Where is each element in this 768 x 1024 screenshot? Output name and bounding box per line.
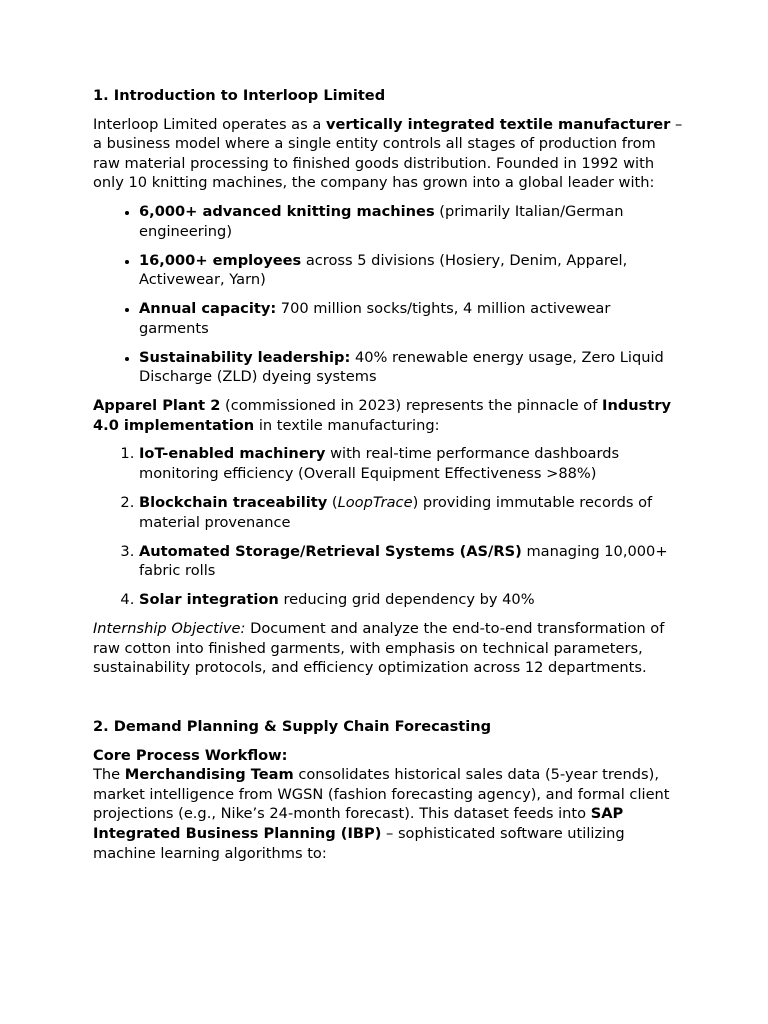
list-item-text: ) providing immutable records of material provenance [139, 494, 653, 531]
highlights-list [93, 202, 683, 387]
list-item-italic: LoopTrace [337, 494, 413, 512]
section-2-subheading [93, 746, 683, 766]
list-item-text: across 5 divisions (Hosiery, Denim, Apparel, Activewear, Yarn) [139, 251, 628, 289]
subheading-text: Core Process Workflow: [93, 746, 288, 764]
objective-text: Document and analyze the end-to-end transformation of raw cotton into finished garments, with emphasis on technical parameters, sustainability protocols, and efficiency optimization across 12 departments. [93, 620, 665, 677]
workflow-bold-2: SAP Integrated Business Planning (IBP) [93, 805, 624, 842]
list-item-text: (primarily Italian/German engineering) [139, 202, 624, 240]
list-item-bold: Solar integration [139, 591, 279, 609]
list-item-bold: Sustainability leadership: [139, 348, 351, 366]
workflow-paragraph [93, 765, 683, 863]
plant-bold-1: Apparel Plant 2 [93, 397, 221, 415]
list-item-bold: Automated Storage/Retrieval Systems (AS/RS) [139, 542, 522, 560]
list-item-text: 700 million socks/tights, 4 million activewear garments [139, 300, 611, 337]
list-item-text: ( [327, 494, 338, 512]
list-item [139, 542, 683, 581]
list-item-text: with real-time performance dashboards monitoring efficiency (Overall Equipment Effectiveness >88%) [139, 445, 620, 483]
list-item [139, 348, 683, 387]
list-item-bold: 6,000+ advanced knitting machines [139, 202, 435, 220]
objective-label: Internship Objective: [93, 620, 246, 638]
plant-features-list [93, 444, 683, 609]
plant-text-1: (commissioned in 2023) represents the pinnacle of [220, 397, 603, 415]
intro-text-1: Interloop Limited operates as a [93, 115, 326, 133]
list-item [139, 590, 683, 610]
workflow-text-1: The [93, 766, 125, 784]
document-content [93, 86, 683, 872]
list-item-bold: 16,000+ employees [139, 251, 302, 269]
list-item-text: 40% renewable energy usage, Zero Liquid Discharge (ZLD) dyeing systems [139, 348, 664, 386]
section-1-heading: 1. Introduction to Interloop Limited [93, 87, 386, 104]
list-item-text: managing 10,000+ fabric rolls [139, 542, 668, 580]
section-2-heading: 2. Demand Planning & Supply Chain Forecasting [93, 717, 492, 735]
list-item-bold: IoT-enabled machinery [139, 445, 326, 463]
list-item-bold: Blockchain traceability [139, 494, 328, 512]
workflow-bold-1: Merchandising Team [124, 766, 294, 784]
list-item [139, 493, 683, 532]
list-item-bold: Annual capacity: [139, 300, 277, 318]
list-item [139, 444, 683, 483]
list-item [139, 202, 683, 241]
intro-bold-1: vertically integrated textile manufacturer [325, 115, 671, 133]
plant-bold-2: Industry 4.0 implementation [93, 397, 672, 434]
list-item [139, 299, 683, 338]
workflow-text-3: – sophisticated software utilizing machine learning algorithms to: [93, 824, 625, 862]
objective-paragraph [93, 619, 683, 678]
list-item [139, 251, 683, 290]
list-item-text: reducing grid dependency by 40% [278, 591, 535, 609]
plant-paragraph [93, 396, 683, 435]
plant-text-2: in textile manufacturing: [254, 416, 440, 434]
workflow-text-2: consolidates historical sales data (5-year trends), market intelligence from WGSN (fashion forecasting agency), and formal client projections (e.g., Nike’s 24-month forecast). This dataset feeds into [93, 766, 670, 823]
intro-text-2: – a business model where a single entity controls all stages of production from raw material processing to finished goods distribution. Founded in 1992 with only 10 knitting machines, the company has grown into a global leader with: [93, 115, 683, 192]
intro-paragraph [93, 115, 683, 193]
